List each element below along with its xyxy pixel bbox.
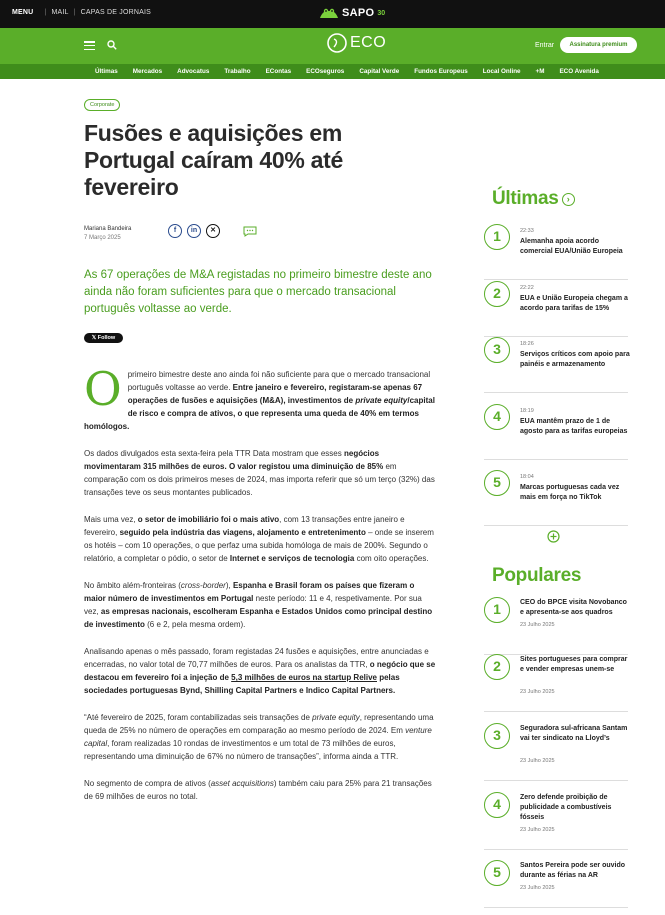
paragraph-6 xyxy=(84,711,436,763)
populares-item[interactable] xyxy=(484,860,628,908)
paragraph-4 xyxy=(84,579,436,631)
nav-item[interactable]: ECOseguros xyxy=(306,68,345,75)
sapo-wordmark: SAPO xyxy=(342,7,375,19)
item-headline[interactable]: Marcas portuguesas cada vez mais em força no TikTok xyxy=(520,484,620,501)
subscribe-button[interactable]: Assinatura premium xyxy=(560,37,637,53)
menu-link[interactable]: MENU xyxy=(12,9,34,16)
rank-number: 1 xyxy=(484,597,510,623)
item-date: 23 Julho 2025 xyxy=(520,689,555,695)
text: em comparação com os dois primeiros meses de 2024, mas importa referir que só um terço (32%) das transações teve os seus montantes publicados. xyxy=(84,462,435,497)
top-bar xyxy=(0,0,665,28)
paragraph-3 xyxy=(84,513,436,565)
hamburger-icon[interactable] xyxy=(84,41,95,50)
item-date: 23 Julho 2025 xyxy=(520,827,555,833)
ultimas-item[interactable] xyxy=(484,470,628,526)
follow-label: Follow xyxy=(97,335,116,341)
text-bold: o setor de imobiliário foi o mais ativo xyxy=(137,515,280,524)
article-date: 7 Março 2025 xyxy=(84,235,121,241)
article-body xyxy=(84,362,436,817)
author-block xyxy=(84,225,131,243)
text: Mais uma vez, xyxy=(84,515,138,524)
text: (6 e 2, pela mesma ordem). xyxy=(144,620,246,629)
item-time: 22:22 xyxy=(520,285,534,291)
dropcap: O xyxy=(84,362,122,416)
nav-item[interactable]: Local Online xyxy=(482,68,521,75)
article-lead: As 67 operações de M&A registadas no primeiro bimestre deste ano ainda não foram suficientes para que o mercado transacional português voltasse ao verde. xyxy=(84,269,432,315)
populares-item[interactable] xyxy=(484,597,628,655)
rank-number: 3 xyxy=(484,723,510,749)
text: , representando uma queda de 25% no número de operações em comparação ao mesmo período de 2024. Em xyxy=(84,713,434,735)
top-links xyxy=(12,9,151,16)
item-headline[interactable]: Sites portugueses para comprar e vender empresas unem-se xyxy=(520,656,628,673)
sapo-logo[interactable] xyxy=(319,6,385,20)
populares-title: Populares xyxy=(492,565,582,586)
author-name[interactable]: Mariana Bandeira xyxy=(84,226,132,232)
plus-circle-icon[interactable] xyxy=(547,530,560,543)
populares-heading xyxy=(492,565,581,587)
login-link[interactable]: Entrar xyxy=(535,42,555,49)
share-buttons xyxy=(168,224,220,238)
linkedin-icon[interactable]: in xyxy=(187,224,201,238)
nav-item[interactable]: Trabalho xyxy=(224,68,251,75)
text: , foram realizadas 10 rondas de investimentos e um total de 73 milhões de euros, representando uma diminuição de 67% no número de transações”, informa ainda a TTR. xyxy=(84,739,399,761)
text-bold: o negócio que se destacou em fevereiro foi a injeção de xyxy=(84,660,436,682)
ultimas-item[interactable] xyxy=(484,281,628,337)
paragraph-1 xyxy=(84,362,436,433)
paragraph-2 xyxy=(84,447,436,499)
item-date: 23 Julho 2025 xyxy=(520,885,555,891)
x-icon[interactable]: ✕ xyxy=(206,224,220,238)
capas-link[interactable]: CAPAS DE JORNAIS xyxy=(80,9,151,16)
comment-icon[interactable] xyxy=(243,226,257,237)
item-time: 22:33 xyxy=(520,228,534,234)
ultimas-title: Últimas xyxy=(492,188,559,209)
text-bold: Internet e serviços de tecnologia xyxy=(229,554,355,563)
item-date: 23 Julho 2025 xyxy=(520,622,555,628)
text-bold: negócios movimentaram 315 milhões de euros. O valor registou uma diminuição de 85% xyxy=(84,449,384,471)
search-icon[interactable] xyxy=(107,40,117,50)
ultimas-heading[interactable] xyxy=(492,188,575,210)
ultimas-item[interactable] xyxy=(484,224,628,280)
paragraph-5 xyxy=(84,645,436,697)
text-bold: /capital de risco e compra de ativos, o que representa uma queda de 40% em termos homólogos. xyxy=(84,396,435,431)
separator: | xyxy=(73,9,76,16)
ultimas-item[interactable] xyxy=(484,337,628,393)
item-headline[interactable]: Zero defende proibição de publicidade a combustíveis fósseis xyxy=(520,794,612,821)
text: No segmento de compra de ativos ( xyxy=(84,779,211,788)
rank-number: 4 xyxy=(484,792,510,818)
populares-item[interactable] xyxy=(484,723,628,781)
nav-item[interactable]: Advocatus xyxy=(177,68,210,75)
text-italic: private equity xyxy=(312,713,360,722)
article-title: Fusões e aquisições em Portugal caíram 40% até fevereiro xyxy=(84,120,343,200)
item-headline[interactable]: EUA e União Europeia chegam a acordo para tarifas de 15% xyxy=(520,295,628,312)
rank-number: 2 xyxy=(484,281,510,307)
item-time: 18:26 xyxy=(520,341,534,347)
rank-number: 5 xyxy=(484,860,510,886)
eco-wordmark: ECO xyxy=(350,34,387,51)
text: ) também caiu para 25% para 21 transações de 69 milhões de euros no total. xyxy=(84,779,432,801)
separator: | xyxy=(44,9,47,16)
item-headline[interactable]: Santos Pereira pode ser ouvido durante as férias na AR xyxy=(520,862,626,879)
text-bold: seguido pela indústria das viagens, alojamento e entretenimento xyxy=(119,528,366,537)
eco-logo[interactable] xyxy=(326,32,386,54)
follow-x-button[interactable]: 𝕏 Follow xyxy=(84,333,123,343)
text: “Até fevereiro de 2025, foram contabilizadas seis transações de xyxy=(84,713,313,722)
item-headline[interactable]: Alemanha apoia acordo comercial EUA/União Europeia xyxy=(520,238,623,255)
text: , com 13 transações entre janeiro e fevereiro, xyxy=(84,515,405,537)
nav-item[interactable]: +M xyxy=(535,68,545,75)
text-bold: as empresas nacionais, escolheram Espanha e Estados Unidos como principal destino de investimento xyxy=(84,607,433,629)
text-italic: cross-border xyxy=(180,581,226,590)
paragraph-7 xyxy=(84,777,436,803)
sapo-frog-icon xyxy=(319,6,339,20)
text-bold: Espanha e Brasil foram os países que fizeram o maior número de investimentos em Portugal xyxy=(84,581,415,603)
eco-ring-icon xyxy=(326,32,348,54)
nav-list xyxy=(95,68,614,75)
main-nav xyxy=(0,64,665,79)
text: No âmbito além-fronteiras ( xyxy=(84,581,181,590)
nav-item[interactable]: EContas xyxy=(265,68,292,75)
mail-link[interactable]: MAIL xyxy=(51,9,69,16)
rank-number: 2 xyxy=(484,654,510,680)
nav-item[interactable]: ECO Avenida xyxy=(559,68,599,75)
text: – onde se inserem os hotéis – com 10 operações, o que perfaz uma subida homóloga de mais de 200%. Segundo o relatório, a completar o pódio, o setor de xyxy=(84,528,434,563)
text-bold: Entre janeiro e fevereiro, registaram-se apenas 67 operações de fusões e aquisições (M&A), investimentos de xyxy=(127,383,423,405)
item-headline[interactable]: Seguradora sul-africana Santam vai ter sindicato na Lloyd’s xyxy=(520,725,628,742)
text: com oito operações. xyxy=(354,554,429,563)
nav-item[interactable]: Últimas xyxy=(95,68,118,75)
text: primeiro bimestre deste ano ainda foi não suficiente para que o mercado transacional português voltasse ao verde. xyxy=(127,370,431,392)
relive-link[interactable]: 5,3 milhões de euros na startup Relive xyxy=(231,673,377,682)
item-headline[interactable]: CEO do BPCE visita Novobanco e apresenta-se aos quadros xyxy=(520,599,627,616)
text-italic: asset acquisitions xyxy=(210,779,274,788)
category-tag[interactable]: Corporate xyxy=(84,99,120,111)
nav-item[interactable]: Fundos Europeus xyxy=(414,68,468,75)
item-time: 18:19 xyxy=(520,408,534,414)
arrow-right-icon[interactable]: › xyxy=(562,193,575,206)
text: ), xyxy=(225,581,233,590)
item-time: 18:04 xyxy=(520,474,534,480)
text: neste período: 11 e 4, respetivamente. Por sua vez, xyxy=(84,594,422,616)
text: Os dados divulgados esta sexta-feira pela TTR Data mostram que esses xyxy=(84,449,344,458)
sapo-badge: 30 xyxy=(377,9,386,17)
nav-item[interactable]: Mercados xyxy=(132,68,163,75)
populares-item[interactable] xyxy=(484,792,628,850)
rank-number: 4 xyxy=(484,404,510,430)
text: Analisando apenas o mês passado, foram registadas 24 fusões e aquisições, entre anunciadas e encerradas, no valor total de 70,77 milhões de euros. Para os analistas da TTR, xyxy=(84,647,429,669)
facebook-icon[interactable]: f xyxy=(168,224,182,238)
site-header xyxy=(0,28,665,64)
item-headline[interactable]: EUA mantêm prazo de 1 de agosto para as tarifas europeias xyxy=(520,418,628,435)
item-headline[interactable]: Serviços críticos com apoio para painéis e armazenamento xyxy=(520,351,630,368)
text-bold: pelas sociedades portuguesas Bynd, Shilling Capital Partners e Indico Capital Partners. xyxy=(84,673,400,695)
nav-item[interactable]: Capital Verde xyxy=(359,68,400,75)
populares-item[interactable] xyxy=(484,654,628,712)
ultimas-item[interactable] xyxy=(484,404,628,460)
text-italic: private equity xyxy=(355,396,408,405)
rank-number: 1 xyxy=(484,224,510,250)
rank-number: 5 xyxy=(484,470,510,496)
rank-number: 3 xyxy=(484,337,510,363)
item-date: 23 Julho 2025 xyxy=(520,758,555,764)
text-italic: venture capital xyxy=(84,726,432,748)
